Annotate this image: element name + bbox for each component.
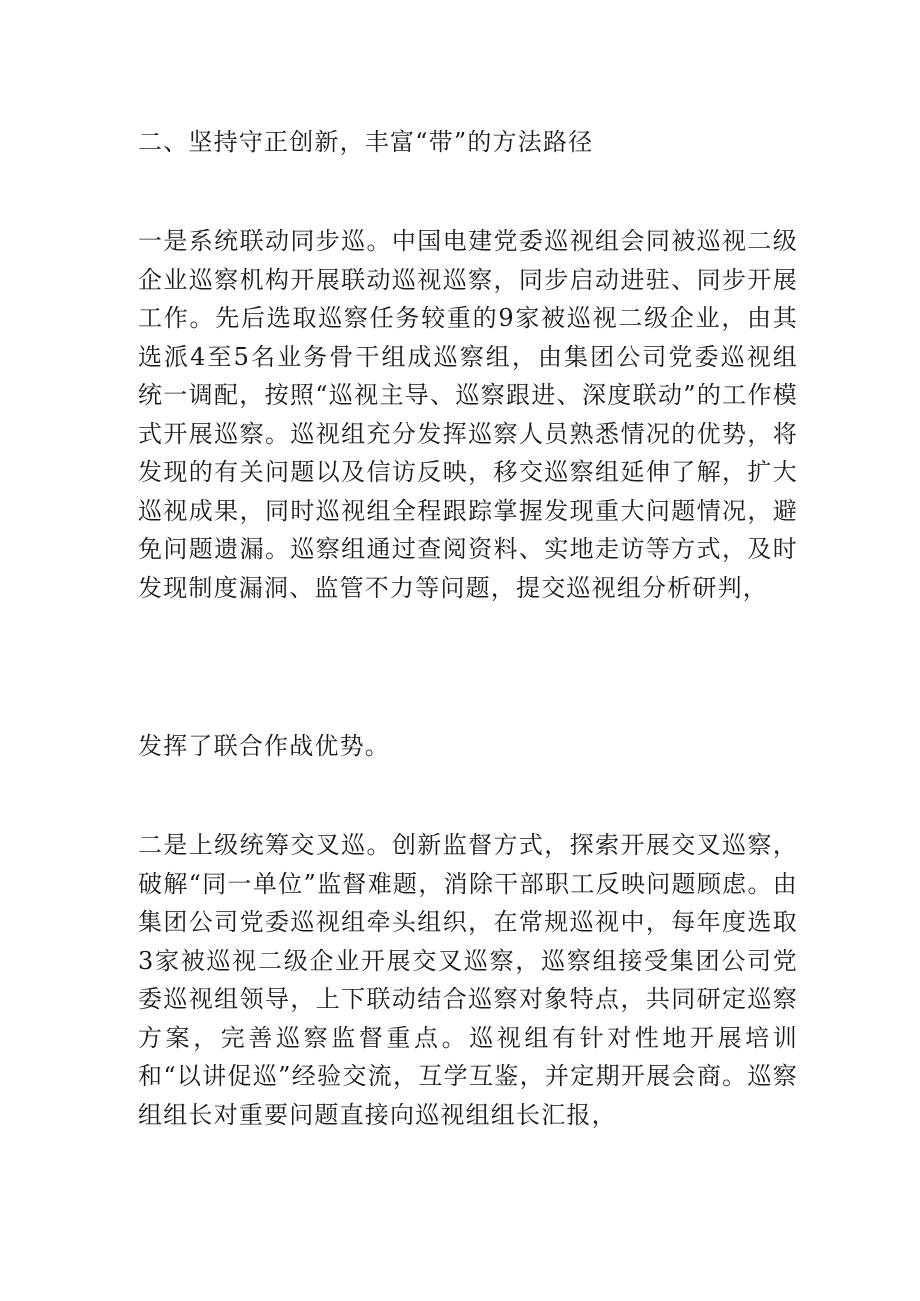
section-heading: 二、坚持守正创新，丰富“带”的方法路径 — [138, 128, 594, 156]
paragraph-joint-advantage: 发挥了联合作战优势。 — [138, 732, 390, 760]
paragraph-cross-inspection: 二是上级统筹交叉巡。创新监督方式，探索开展交叉巡察，破解“同一单位”监督难题，消除干部职工反映问题顾虑。由集团公司党委巡视组牵头组织，在常规巡视中，每年度选取3家被巡视二级企业开展交叉巡察，巡察组接受集团公司党委巡视组领导，上下联动结合巡察对象特点，共同研定巡察方案，完善巡察监督重点。巡视组有针对性地开展培训和“以讲促巡”经验交流，互学互鉴，并定期开展会商。巡察组组长对重要问题直接向巡视组组长汇报， — [138, 831, 798, 1129]
paragraph-system-linkage: 一是系统联动同步巡。中国电建党委巡视组会同被巡视二级企业巡察机构开展联动巡视巡察，同步启动进驻、同步开展工作。先后选取巡察任务较重的9家被巡视二级企业，由其选派4至5名业务骨干组成巡察组，由集团公司党委巡视组统一调配，按照“巡视主导、巡察跟进、深度联动”的工作模式开展巡察。巡视组充分发挥巡察人员熟悉情况的优势，将发现的有关问题以及信访反映，移交巡察组延伸了解，扩大巡视成果，同时巡视组全程跟踪掌握发现重大问题情况，避免问题遗漏。巡察组通过查阅资料、实地走访等方式，及时发现制度漏洞、监管不力等问题，提交巡视组分析研判， — [138, 227, 798, 602]
